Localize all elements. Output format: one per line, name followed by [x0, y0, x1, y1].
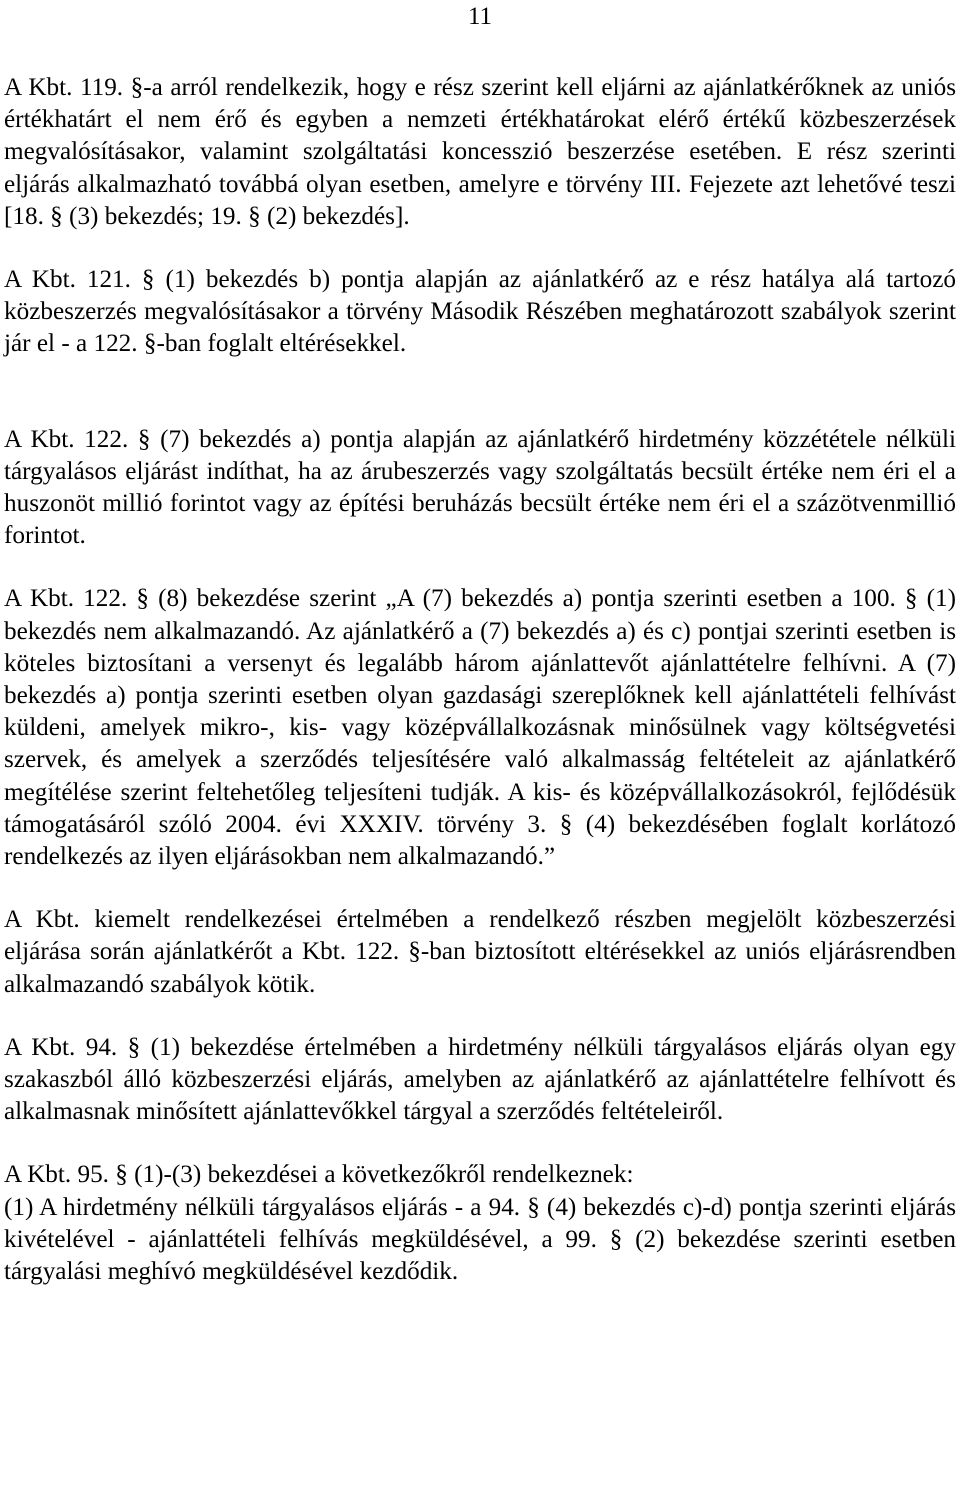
document-body — [4, 72, 956, 1288]
paragraph-kbt-kiemelt: A Kbt. kiemelt rendelkezései értelmében a rendelkező részben megjelölt közbeszerzési eljárása során ajánlatkérőt a Kbt. 122. §-ban biztosított eltérésekkel az uniós eljárásrendben alkalmazandó szabályok kötik. — [4, 906, 956, 998]
paragraph-kbt-95-1: (1) A hirdetmény nélküli tárgyalásos eljárás - a 94. § (4) bekezdés c)-d) pontja szerinti eljárás kivételével - ajánlattételi felhívás megküldésével, a 99. § (2) bekezdése szerinti esetben tárgyalási meghívó megküldésével kezdődik. — [4, 1193, 956, 1286]
paragraph-kbt-94: A Kbt. 94. § (1) bekezdése értelmében a hirdetmény nélküli tárgyalásos eljárás olyan egy szakaszból álló közbeszerzési eljárás, amelyben az ajánlatkérő az ajánlattételre felhívott és alkalmasnak minősített ajánlattevőkkel tárgyal a szerződés feltételeiről. — [4, 1033, 956, 1126]
paragraph-kbt-119: A Kbt. 119. §-a arról rendelkezik, hogy e rész szerint kell eljárni az ajánlatkérőknek az uniós értékhatárt el nem érő és egyben a nemzeti értékhatárokat elérő értékű közbeszerzések megvalósításakor, valamint szolgáltatási koncesszió beszerzése esetében. E rész szerinti eljárás alkalmazható továbbá olyan esetben, amelyre e törvény III. Fejezete azt lehetővé teszi [18. § (3) bekezdés; 19. § (2) bekezdés]. — [4, 74, 956, 230]
paragraph-kbt-122-8: A Kbt. 122. § (8) bekezdése szerint „A (7) bekezdés a) pontja szerinti esetben a 100. § (1) bekezdés nem alkalmazandó. Az ajánlatkérő a (7) bekezdés a) és c) pontjai szerinti esetben is köteles biztosítani a versenyt és legalább három ajánlattevőt ajánlattételre felhívni. A (7) bekezdés a) pontja szerinti esetben olyan gazdasági szereplőknek kell ajánlattételi felhívást küldeni, amelyek mikro-, kis- vagy középvállalkozásnak minősülnek vagy költségvetési szervek, és amelyek a szerződés teljesítésére való alkalmasság feltételeit az ajánlatkérő megítélése szerint feltehetőleg teljesíteni tudják. A kis- és középvállalkozásokról, fejlődésük támogatásáról szóló 2004. évi XXXIV. törvény 3. § (4) bekezdésében foglalt korlátozó rendelkezés az ilyen eljárásokban nem alkalmazandó.” — [4, 585, 956, 871]
paragraph-kbt-95-intro: A Kbt. 95. § (1)-(3) bekezdései a következőkről rendelkeznek: — [4, 1161, 634, 1189]
paragraph-kbt-122-7: A Kbt. 122. § (7) bekezdés a) pontja alapján az ajánlatkérő hirdetmény közzététele nélküli tárgyalásos eljárást indíthat, ha az árubeszerzés vagy szolgáltatás becsült értéke nem éri el a huszonöt millió forintot vagy az építési beruházás becsült értéke nem éri el a százötvenmillió forintot. — [4, 425, 956, 550]
paragraph-kbt-121: A Kbt. 121. § (1) bekezdés b) pontja alapján az ajánlatkérő az e rész hatálya alá tartozó közbeszerzés megvalósításakor a törvény Második Részében meghatározott szabályok szerint jár el - a 122. §-ban foglalt eltérésekkel. — [4, 266, 956, 358]
page-number: 11 — [467, 3, 493, 30]
